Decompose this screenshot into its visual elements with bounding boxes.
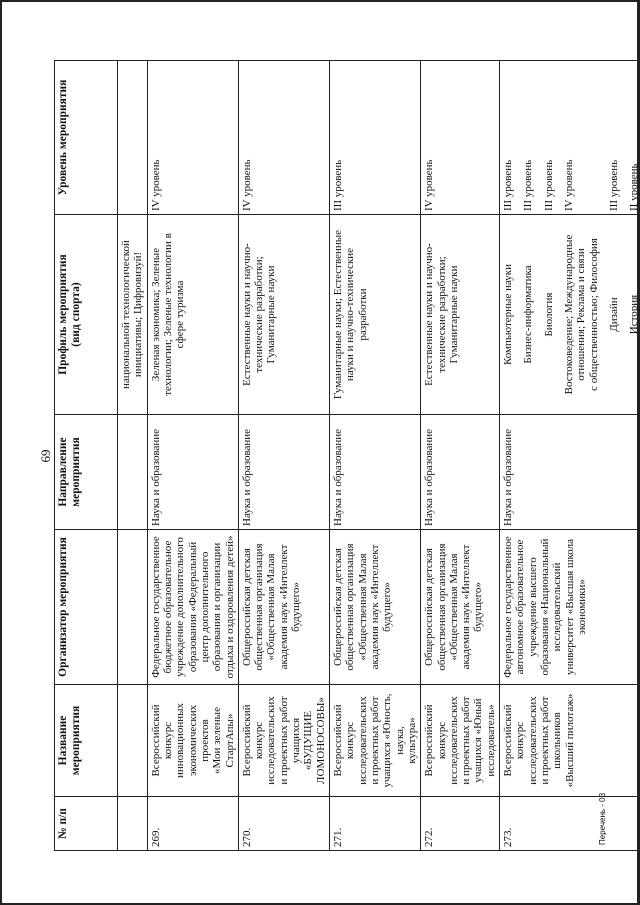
event-name-line: Всероссийский конкурс: [332, 704, 357, 777]
event-name-line: культура»: [405, 717, 418, 764]
row-number: 272.: [421, 797, 500, 851]
row-number: 269.: [147, 797, 238, 851]
organizer-line: образования «Федеральный: [186, 541, 199, 673]
level-line: IV уровень: [563, 159, 575, 211]
organizer-line: будущего»: [472, 582, 485, 632]
header-level: Уровень мероприятия: [55, 61, 118, 215]
table-row: [500, 61, 640, 851]
organizer-line: «Общественная Малая: [265, 553, 278, 661]
event-name-line: исследовательских: [526, 696, 539, 785]
profile-line: технические разработки;: [253, 256, 266, 373]
organizer-line: автономное образовательное: [514, 539, 527, 675]
organizer-line: образования и организации: [211, 542, 224, 672]
profile-line: История: [628, 294, 640, 335]
event-name-line: учащихся «БУДУЩИЕ: [290, 710, 315, 771]
level-gap: [620, 64, 628, 211]
profile-line: национальной технологической: [120, 240, 132, 389]
event-profile: [500, 215, 640, 415]
table-row: [421, 61, 500, 851]
header-organizer: Организатор мероприятия: [55, 530, 118, 685]
event-name-line: исследовательских: [447, 696, 460, 785]
level-line: III уровень: [542, 159, 555, 211]
organizer-line: учреждение дополнительного: [174, 537, 187, 677]
profile-line: науки и научно-технические: [344, 247, 357, 382]
table-row: [147, 61, 238, 851]
organizer-line: общественная организация: [344, 543, 357, 671]
event-level: [500, 61, 640, 215]
event-name-line: исследователь»: [484, 704, 497, 777]
event-direction: Наука и образование: [147, 415, 238, 530]
event-name: [330, 685, 421, 797]
organizer-line: Федеральное государственное: [502, 536, 515, 678]
event-organizer: [421, 530, 500, 685]
profile-line: Компьютерные науки: [502, 263, 515, 366]
event-level: [330, 61, 421, 215]
organizer-line: «Общественная Малая: [356, 553, 369, 661]
level-gap: [535, 64, 543, 211]
level-gap: [514, 64, 522, 211]
event-name-line: Всероссийский конкурс: [149, 704, 174, 777]
event-profile: [330, 215, 421, 415]
organizer-line: будущего»: [290, 582, 303, 632]
row-number: 271.: [330, 797, 421, 851]
organizer-line: будущего»: [381, 582, 394, 632]
level-line: IV уровень: [423, 159, 436, 211]
event-name-line: инновационных: [174, 702, 187, 779]
event-profile: [238, 215, 329, 415]
profile-line: разработки: [356, 288, 369, 341]
profile-line: технологии; Зеленые технологии в: [161, 233, 174, 396]
table-row: [118, 61, 148, 851]
organizer-line: бюджетное образовательное: [161, 540, 174, 674]
event-level: [118, 61, 148, 215]
header-profile-sub: (вид спорта): [69, 282, 82, 347]
event-name: [238, 685, 329, 797]
event-direction: Наука и образование: [421, 415, 500, 530]
organizer-line: экономики»: [575, 579, 588, 635]
header-profile-title: Профиль мероприятия: [57, 254, 69, 375]
event-name: [147, 685, 238, 797]
profile-line: Востоковедение; Международные: [563, 234, 575, 395]
event-name-line: Всероссийский конкурс: [423, 704, 448, 777]
profile-line: Зеленая экономика; Зеленые: [149, 247, 162, 382]
table-header-row: [55, 61, 118, 851]
event-name-line: экономических проектов: [186, 704, 211, 777]
profile-line: инициативы; Цифровизуй!: [132, 251, 145, 378]
profile-gap: [600, 218, 608, 411]
events-table: [54, 60, 640, 851]
table-row: [330, 61, 421, 851]
event-level: [147, 61, 238, 215]
profile-gap: [620, 218, 628, 411]
header-name: Название мероприятия: [55, 685, 118, 797]
level-line: II уровень: [628, 163, 640, 211]
organizer-line: Общероссийская детская: [240, 548, 253, 666]
row-number: 273.: [500, 797, 640, 851]
profile-line: технические разработки;: [435, 256, 448, 373]
organizer-line: общественная организация: [435, 543, 448, 671]
event-organizer: [118, 530, 148, 685]
header-profile: [55, 215, 118, 415]
event-level: [238, 61, 329, 215]
organizer-line: образования «Национальный: [539, 538, 551, 676]
organizer-line: Федеральное государственное: [149, 536, 162, 678]
profile-line: Гуманитарные науки; Естественные: [332, 229, 344, 400]
table-row: [238, 61, 329, 851]
event-name-line: ЛОМОНОСОВЫ»: [314, 697, 327, 784]
event-name-line: и проектных работ: [539, 696, 551, 785]
profile-line: с общественностью; Философия: [587, 238, 600, 391]
level-gap: [555, 64, 563, 211]
event-profile: [118, 215, 148, 415]
event-name-line: исследовательских: [265, 696, 278, 785]
profile-line: Бизнес-информатика: [522, 265, 535, 364]
header-direction: Направление мероприятия: [55, 415, 118, 530]
event-name-line: и проектных работ: [368, 696, 381, 785]
level-line: IV уровень: [149, 159, 162, 211]
organizer-line: центр дополнительного: [198, 551, 211, 663]
event-direction: Наука и образование: [500, 415, 640, 530]
event-name: [118, 685, 148, 797]
profile-line: Естественные науки и научно-: [240, 243, 253, 386]
organizer-line: академия наук «Интеллект: [277, 544, 290, 670]
event-direction: [118, 415, 148, 530]
row-number: 270.: [238, 797, 329, 851]
event-organizer: [238, 530, 329, 685]
rotated-page: [38, 61, 640, 851]
profile-gap: [555, 218, 563, 411]
profile-line: Дизайн: [607, 297, 620, 332]
organizer-line: университет «Высшая школа: [563, 538, 576, 676]
event-name-line: и проектных работ: [277, 696, 290, 785]
organizer-line: учреждение высшего: [526, 557, 539, 657]
profile-line: Естественные науки и научно-: [423, 243, 436, 386]
event-name-line: школьников: [551, 712, 564, 769]
level-line: III уровень: [332, 159, 344, 211]
event-name-line: «Высший пилотаж»: [563, 693, 576, 788]
organizer-line: академия наук «Интеллект: [368, 544, 381, 670]
level-line: III уровень: [522, 159, 535, 211]
organizer-line: «Общественная Малая: [447, 553, 460, 661]
event-name: [500, 685, 640, 797]
event-profile: [421, 215, 500, 415]
organizer-line: исследовательский: [551, 562, 564, 652]
profile-line: отношения; Реклама и связи: [575, 248, 588, 381]
event-name: [421, 685, 500, 797]
event-name-line: исследовательских: [356, 696, 369, 785]
event-name-line: учащихся «Юный: [472, 698, 485, 783]
event-profile: [147, 215, 238, 415]
level-line: III уровень: [607, 159, 620, 211]
event-direction: Наука и образование: [330, 415, 421, 530]
event-name-line: Всероссийский конкурс: [502, 704, 527, 777]
profile-gap: [535, 218, 543, 411]
table-body: [118, 61, 640, 851]
profile-line: Гуманитарные науки: [447, 265, 460, 364]
organizer-line: Общероссийская детская: [332, 548, 344, 666]
organizer-line: отдыха и оздоровления детей»: [223, 535, 236, 679]
event-organizer: [147, 530, 238, 685]
level-line: IV уровень: [240, 159, 253, 211]
level-gap: [575, 64, 608, 211]
level-line: III уровень: [502, 159, 515, 211]
event-level: [421, 61, 500, 215]
footer-note: Перечень - 03: [598, 792, 607, 845]
row-number: [118, 797, 148, 851]
profile-line: Гуманитарные науки: [265, 265, 278, 364]
event-name-line: «Мои зеленые СтартАпы»: [211, 707, 236, 774]
organizer-line: академия наук «Интеллект: [460, 544, 473, 670]
event-name-line: Всероссийский конкурс: [240, 704, 266, 777]
event-organizer: [330, 530, 421, 685]
event-direction: Наука и образование: [238, 415, 329, 530]
profile-line: сфере туризма: [174, 280, 187, 349]
event-name-line: и проектных работ: [460, 696, 473, 785]
profile-line: Биология: [542, 292, 555, 337]
profile-gap: [514, 218, 522, 411]
header-num: № п/п: [55, 797, 118, 851]
organizer-line: Общероссийская детская: [423, 548, 436, 666]
page-number: 69: [38, 449, 53, 463]
event-organizer: [500, 530, 640, 685]
organizer-line: общественная организация: [253, 543, 266, 671]
event-name-line: учащихся «Юность, наука,: [381, 693, 406, 788]
